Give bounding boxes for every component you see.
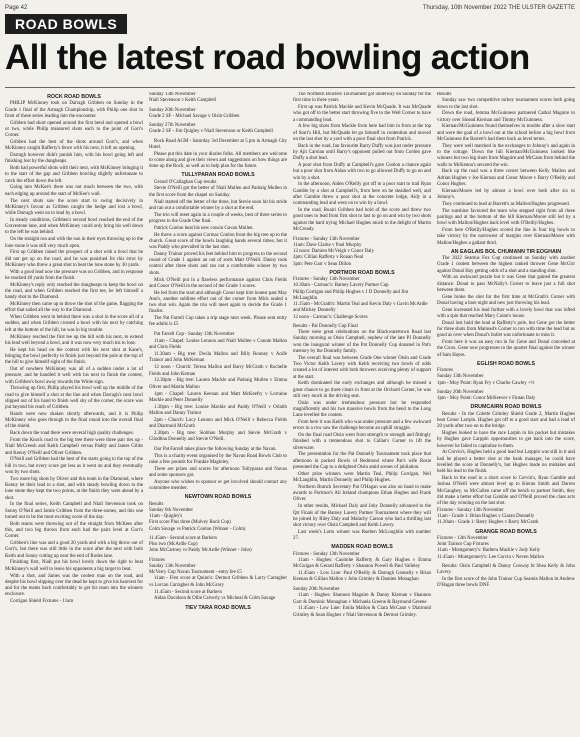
article-paragraph: At Corvin's, Hughes held a good lead but Larppin was still in it and had he played a better shot at the bank manager, he could have levelled the score at Donnelly's, but Hughes made no mistakes and held his lead to the finish. <box>437 450 575 475</box>
article-paragraph: Our Pat Farrell takes place the following Sunday at the Navan. <box>154 446 277 452</box>
fixture-line: 11.30am - Grade 1: Barry Hughes v Barry McGrath <box>437 520 539 526</box>
article-paragraph: Gene increased his lead further with a lovely bowl that was lofted with a spin that reached Mary Cuinn's house. <box>437 307 575 320</box>
article-paragraph: Results - In the Colette Grimley Shield Grade 2, Martin Hughes beat Conor Larrpin. Hughes got off to a good start and had a lead of 20 yards after two on to the bridge. <box>437 411 575 430</box>
fixture-line: Sunday 20th November <box>293 587 340 593</box>
headline-divider <box>5 87 575 88</box>
article-paragraph: Going into McKee's there was not much between the two, with each edging up around the start of McKee's wall. <box>5 185 143 197</box>
club-heading: TIEV TARA ROAD BOWLS <box>185 604 251 611</box>
article-paragraph: Gribben had the best of the shots around Gorr's, and when McKinney caught Rafferty's fence with his next, it left an opening. <box>5 139 143 152</box>
fixture-line: First score Plus three (Mulvey Rock Cup) <box>149 520 231 526</box>
fixture-line: 11am - Montgomery's: Barbera Mackle v Jody Kelly <box>437 548 541 554</box>
publication-date: Thursday, 10th November 2022 THE ULSTER GAZETTE <box>422 5 575 11</box>
fixture-line: Sunday 6th November <box>149 507 194 513</box>
article-paragraph: Results: Oisin Campbell & Danny Conway bt Shea Kelly & John Lavery. <box>437 563 575 576</box>
article-paragraph: Back in the road, fan favourite Barry Duffy was just under pressure by Ajit Carolan until Barry's opponent pulled out from Corden gave Duffy a shot lead. <box>293 143 431 162</box>
club-heading: EGLISH ROAD BOWLS <box>477 360 535 367</box>
article-paragraph: In steady conditions, Gribben's second bowl reached the end of the Gravestone lane, and when McKinney could only bring his well down to the left he was behind. <box>5 217 143 236</box>
fixture-line: Grade 2 SF - Michael Savage v Oisin Gribben <box>149 113 240 119</box>
article-paragraph: The Pat Farrell Cup takes a trip stage next week. Please sent entry fee adults is £5 <box>149 316 287 328</box>
article-paragraph: When Gribben went in behind there was a shot in the score all of a sudden, and when Gribben crossed a bowl with his next by catching left at the bottom of the hill, he was in big trouble. <box>5 315 143 333</box>
article-paragraph: Keith dominated the early exchanges and although he missed a great chance to go three clears in front at the Orchard Corner, he was still very much in the driving seat. <box>293 381 431 399</box>
article-paragraph: Northern Branch Secretary Pat O'Hagan was also on hand to make awards to Portmor's All Ireland champions Ethan Hughes and Frank Oliver. <box>293 484 431 503</box>
article-paragraph: In the final series, Keith Campbell and Niall Stevenson took on Sonny O'Neill and Jamie Gribben from the three-somes, and this one turned out to be the most exciting score of the day. <box>5 502 143 520</box>
article-paragraph: Donal lost hold the lead at Rafferty's pole, but Gene got the better for three shots from Mairead's Corner to run with time the lead but as good as over when Donal's bullet was unfortunate to miss it. <box>437 320 575 339</box>
article-paragraph: Both had powerful shots with their next, with McKinney bringing it to the start of the gap and Gribben bowling slightly unfortunate to catch the effort down the left. <box>5 166 143 184</box>
article-paragraph: With a shot, and James was the coolest man on the road, and despite his bowl slipping over the dead he kept to give his heaviest for and for the teams back comfortably to get his team into the winners enclosure. <box>5 573 143 598</box>
article-paragraph: Gribben's line was and a good 20 yards and with a big throw out of Gorr's, but there was still little in the score after the next with both Keith and Sonny cutting up near the end of Rodes lane. <box>5 541 143 559</box>
article-paragraph: McKinney then came up to throw the shot of the game, flagging the effort that sailed all the way to the Diamond. <box>5 302 143 314</box>
article-paragraph: McKinney's reply only reached the dungheaps to keep the bowl on the road, and when Gribben reached the first tee, he left himself a handy shot to the Diamond. <box>5 282 143 301</box>
fixture-line: McVerry Cup Navan Tournament - entry fee £5 <box>149 570 242 576</box>
fixture-line: Fixtures - Sunday 13th November <box>293 236 360 242</box>
article-paragraph: In the first score of the John Trainor Cup Seamie Mallon bt Andrew O'Hagan three bowls DNF. <box>437 576 575 589</box>
article-paragraph: With a good lead now the pressure was on Gribben, and in response he reached 40 yards from the finish. <box>5 269 143 281</box>
page-header-bar <box>5 4 575 12</box>
article-paragraph: Rock Road AGM - Saturday 3rd December at 5 pm in Armagh City Hotel. <box>149 138 287 150</box>
article-paragraph: 11.45am - Low Line: Paul O'Reilly & Darragh Gennelly v Brian Keenan & Gillian Mallon v John Grimley & Damien Monaghan <box>293 570 431 583</box>
article-paragraph: 11am - Chapel: Louise Lennon and Niall Mullen v Connie Mallon and Chris Fields <box>149 339 287 351</box>
article-paragraph: On the final road Oisin went from strength to strength and fittingly finished with a tremendous shot to Callan's Corner to lift the silverware. <box>293 433 431 451</box>
article-paragraph: They continued to lead at Barrett's as Mallon/Hughes progressed. <box>442 201 570 207</box>
fixture-line: 11.45am - Second score at Barkers <box>149 535 217 541</box>
fixture-line: Grade 2 SF - Jim Quigley v Niall Stevenson or Keith Campbell <box>149 129 274 135</box>
club-heading: AN EAGLAIS BOL CHUMANN TIR EOGHAIN <box>450 248 562 255</box>
fixture-line: Results <box>149 501 164 507</box>
article-paragraph: Hands were now shaken shortly afterwards, and it is Philip McKinney who goes through to the final round into the overall final of the shield. <box>5 411 143 430</box>
fixture-line: 12 noon - Carmac's: Challenge Scores <box>293 314 368 320</box>
article-paragraph: First up was Patrick Mackle and Kevin McQuade. It was McQuade who got off to the better start throwing five to the Well Corner to have a commanding lead. <box>293 105 431 123</box>
fixture-line: John McCartney vs Paddy McArdle (Winner - John) <box>149 548 252 554</box>
article-paragraph: Gene broke the shot for the first time at McGrath's Corner with Donal having a bare night and new just throwing his lead. <box>437 294 575 306</box>
article-paragraph: Back up the road was a three corner between Kelly Mallon and Adrian Hughes v Joe Kiernan and Conor Moore v Barry O'Reilly and Conor Hughes. <box>437 169 575 187</box>
article-paragraph: Kiernan/McGuinness found themselves in trouble after a slow start and were the goal of a bowl out at the school before a big bowl from McGuinness the Barrett's had them back as level terms. <box>437 124 575 142</box>
article-paragraph: Last week's Lotto winner was Rueben McLoughlin with number 27. <box>293 529 431 542</box>
fixture-line: Colm Savage vs Patrick Conlon (Winner - Colm) <box>149 526 246 532</box>
article-paragraph: Please put this date in your diaries folks. All members are welcome to come along and give their views and suggestions on how things are done up the Rock, as well as to help plan for the future. <box>149 151 287 170</box>
fixture-line: Sunday 27th November <box>149 123 196 128</box>
article-paragraph: 11.45am - Second score at Barkers <box>154 589 222 595</box>
article-paragraph: Back in the road in a short score to Corvin's, Ryan Gamble and Joshua O'Neill were almost level up to Kieran Smith and Darren McGaughey, so McCullen came off the bench to partner Smith, they did make a better effort but Gamble and O'Neill proved the class acts of the day winning on the last shot. <box>437 476 575 506</box>
article-paragraph: McKinney reached the first tee up the hill with his next, to extend his lead well beyond a bowl, and it was now very much his to lose. <box>5 334 143 346</box>
article-paragraph: In the afternoon, Aiden O'Reilly got off to a poor start to trail Ryan Gamble by a shot at Campbell's, from here on he steadied well, and after Gamble threw a poor shot at the concrete lodge, Aidy in a commanding lead and went on to win by a bowl. <box>293 182 431 207</box>
article-paragraph: Stevie O'Neill got the better of Niall Mullen and Padraig Mullen in the first score from the chapel on Sunday. <box>149 186 287 198</box>
article-paragraph: Two more big shots by Oliver and this team in the Diamond, where Kenny let their lead to a shot, and with steady bowling down to the lone stone they kept the two points, at the finish they were ahead by a shot. <box>5 476 143 501</box>
club-heading: NEWTOWN ROAD BOWLS <box>184 494 252 501</box>
article-paragraph: 12 noon - Church: Teresa Mallon and Barry McGrath v Rochelle Fields and John Kernan <box>149 365 287 377</box>
fixture-line: 11am: Dave Clarke v Paul Murphy <box>293 242 362 248</box>
article-paragraph: First up Gribben raised the prospect of a shot with a bowl that he did not get up on the road, and he was punished for this error by McKinney who threw a great shot to beat the lone stone by 30 yards. <box>5 250 143 268</box>
article-paragraph: Finishing first, Niall put his bowl lovely down the right to beat McKinney's wall well to leave his opponents a big target to beat. <box>5 560 143 572</box>
article-paragraph: Gerard O'Callaghan Cup results <box>154 179 217 185</box>
article-paragraph: Gribben had short opened around the first bend and opened a bowl or two, while Philip measured shots each to the point of Gorr's Corner. <box>5 120 143 139</box>
article-paragraph: Anyone who wishes to sponsor or get involved should contact any committee member. <box>149 479 287 492</box>
article-paragraph: Out of nowhere McKinney was all of a sudden under a lot of pressure, and he handled it well with his next to finish the contest, with Gribben's bowl away towards the White sign. <box>5 367 143 385</box>
fixture-line: Fixtures - Sunday 13th November <box>437 507 504 513</box>
article-paragraph: The trio will meet again in a couple of weeks, best of three series to progress to the Grade One final. <box>149 212 287 224</box>
section-label: ROAD BOWLS <box>5 14 127 34</box>
fixture-line: 11.45am - Montgomery's: Lee Corvin v Neven Mallon <box>437 554 544 560</box>
article-paragraph: The Northern Bowlers Tournament got underway on Sunday for the first time in three years. <box>293 92 431 104</box>
article-paragraph: A poor shot from Duffy at Campbell's gave Conlon a chance again but a poor shot from Aidan with two to go allowed Duffy to go on and win by a shot. <box>293 163 431 181</box>
fixture-line: 11.15am - McGrath's: Martin Teal and Kevin Daly v Gavin McArdle and Mickey Donnelly <box>293 302 428 314</box>
fixture-line: 2pm: Cillian Rafferty v Ronan Neal <box>293 255 364 261</box>
article-paragraph: They were well matched in the exchanges to Johnny's and again in to the cottage. Down the hill Kiernan/McGuinness looked like winners but two big shots from Maguire and McCann from behind the walls to McKenna's secured the win. <box>437 143 575 168</box>
article-paragraph: Darragh however didn't punish him, with his bowl going left and finishing lost by the dungheaps. <box>5 153 143 165</box>
fixture-line: Joint Trainor Cup Fixtures <box>437 542 489 548</box>
article-paragraph: From here it was Keith who was under pressure and a few awkward errors in a row saw the challenge become an uphill struggle. <box>293 420 431 432</box>
article-paragraph: He threw a score against Cormac Conlon from the big tree up to the church. Great score of the bowls laughing hands several times, but it was Paddy who prevailed in the last shot. <box>149 232 287 251</box>
club-heading: ROCK ROAD BOWLS <box>47 94 101 100</box>
article-paragraph: He kept his head on the contest with his next shot at Kane's, bringing the bowl perfectly to finish just beyond the pole at the top of the hill to give himself sight of the finish. <box>5 347 143 366</box>
article-paragraph: With an awkward puzzle but it was Gene that gained the greatest distance. Donal to pass McNally's Corner to leave just a full shot between them. <box>437 275 575 293</box>
article-paragraph: 11am - Hughes: Shannon Maguire & Danny Kiernan v Shannon Garr & Dominic Monaghan v Michaela Greene & Raymond Greene <box>293 593 431 605</box>
article-paragraph: Oisin was under tremendous pressure but he responded magnificently and his two massive bowls from the bend to the Long Lane levelled the contest. <box>293 400 431 419</box>
article-paragraph: Kiernan/Moore led by almost a bowl over both after six to Johnny's. <box>437 188 575 200</box>
article-columns <box>5 92 575 732</box>
fixture-line: 11am - Grade 1: Brian Hughes v Ciaran Donnelly <box>437 514 535 520</box>
fixture-line: 1pm - Moy Point: Ryan Fry v Charlie Cawley +½ <box>437 380 535 386</box>
article-paragraph: 12.30pm - Big tree: Lauren Mackle and Padraig Mullen v Emma Oliver and Martin Mallon <box>149 378 287 390</box>
article-paragraph: This is a charity event organised by the Navan Road Bowls Club to raise a few pounds for Frankie Maginley. <box>149 453 287 465</box>
club-heading: GRANGE ROAD BOWLS <box>475 528 537 535</box>
article-paragraph: There are prizes and scores for afternoon Tullyparan and Navan and some sponsors got. <box>149 466 287 479</box>
article-paragraph: There were great celebrations on the Blackwatertown Road last Sunday morning as Oisin Campbell, nephew of the late PJ Donnelly won the inaugural winner of the Pat Donnelly Cup donated in Pat's memory by the Donnelly family. <box>293 330 431 354</box>
fixture-line: 10.30am - Carmac's: Barney Lavery Partner Cup <box>293 283 389 289</box>
article-paragraph: O'Neill and Gribben had the best of the starts going to the top of the hill in two, but every score got less as it went on and they eventually won by two shots. <box>5 457 143 475</box>
article-paragraph: The next shots saw the score start to swing decisively in McKinney's favour as Gribben caught the hedge and lost a bowl, while Darragh went on to lead by a bowl. <box>5 198 143 217</box>
article-paragraph: From here O'Reilly/Hughes scored the line in four big bowls to take victory by the narrowest of margins over Kiernan/Moore with Mallon/Hughes a gallant third. <box>437 228 575 246</box>
article-paragraph: From here it was an easy run in for Gene and Donal conceded at the Cross. Gene now progresses to the quarter final against the winner of Sam Hayes. <box>437 340 575 358</box>
fixture-line: Fixtures - Sunday 13th November <box>293 277 360 283</box>
fixture-line: Fixtures <box>149 557 166 563</box>
fixture-line: Niall Stevenson v Keith Campbell <box>149 98 217 104</box>
fixture-line: Plus two (McArdle Cup) <box>149 542 198 548</box>
fixture-line: 12 noon: Damien McVeigh v Conor Daly <box>293 249 374 255</box>
article-paragraph: PHILIP McKinney took on Darragh Gribben on Sunday in the Grade 1 final of the Armagh Championship, with Philip one shot in front of these series leading into the encounter. <box>5 101 143 119</box>
fixture-line: Philip Corrigan and Philip Hughes v J D Donnelly and Jim McLaughlin <box>293 289 409 301</box>
article-paragraph: The overall final was between Grade One winner Oisin and Grade Two Victor Keith Lavery with Keith receiving two bowls of odds created a lot of interest with both throwers receiving plenty of support at the start. <box>293 355 431 380</box>
headline: All the latest road bowling action <box>5 38 530 77</box>
article-column-1 <box>5 92 143 732</box>
club-heading: PORTMOR ROAD BOWLS <box>329 269 395 276</box>
page-number: Page 42 <box>5 5 28 11</box>
fixture-line: 1pm - Moy Point: Conor McKeever v Fintan Daly <box>437 396 536 402</box>
article-paragraph: Throwing up first, Philip played his bowl well up the middle of the road to give himself a shot at the line and when Darragh's next bowl slipped out of his hand to finish well shy of the corner, the score was put beyond his reach of Gribben. <box>5 386 143 411</box>
article-paragraph: 11.45am - Low Line: Emila Mallon & Ciara McCann v Diarmuid Grimley & Sean Hughes v Niall Stevenson & Dermot Grimley. <box>293 606 431 618</box>
fixture-line: Fixtures - Sunday 13th November <box>293 551 360 557</box>
article-paragraph: 1.30pm - Big tree: Louise Mackle and Paddy O'Neill v Orlaith Mallon and Danny Trainor <box>149 404 287 416</box>
article-paragraph: He led from the start and although Conor kept him honest past May Ann's, another sublime effort out of the corner from Mick sealed a two shot win. Again the trio will meet again to decide the Grade 1 finalist. <box>149 290 287 315</box>
article-column-2 <box>149 92 287 732</box>
article-paragraph: Mick O'Neill put in a flawless performance against Chris Fields and Conor O'Neill in the second of the Grade 1 scores. <box>149 277 287 289</box>
article-paragraph: Aidan Davidson & Ollie Calverly vs Micheal & Colm Savage <box>154 596 276 602</box>
article-paragraph: Hughes looked to have the race Larpin in his pocket but mistakes by Hughes gave Larppin opportunities to get back into the score, however he failed to capitalise in them. <box>437 431 575 449</box>
fixture-line: Sunday 13th November <box>149 92 196 97</box>
article-paragraph: Other prize winners were Martin Teal, Philip Corrigan, Neil McLaughlin, Martin Donnelly and Philip Hughes. <box>293 471 431 484</box>
article-column-4 <box>437 92 575 732</box>
article-paragraph: Patrick Conlon beat his new cousin Gavan Mullen. <box>154 225 254 231</box>
article-paragraph: Corrigan Shield Fixtures - 11am <box>10 599 74 605</box>
article-paragraph: Sunday saw two competitive turkey tournament scores both going down to the last shot. <box>437 98 575 110</box>
fixture-line: Results - Pat Donnelly Cup Final <box>293 323 358 329</box>
article-paragraph: In the road, Ruairi Gribben had hold of the score and threw two good ones to lead from first shot to last to go on and win by two shots against the hard trying Michael Hughes much to the delight of Martin McCready. <box>293 208 431 232</box>
fixture-line: 3pm: Pete Garr v Sean Dillon <box>293 261 351 267</box>
article-paragraph: 11am - Hughes: Caoimhe Rafferty & Gary Hughes v Emma McGuigan & Gerard Rafferty v Shannon Powell & Paul Valleley <box>293 557 431 570</box>
fixture-line: 11am - Quigley's <box>149 514 183 520</box>
article-paragraph: From the Knock road to the big tree there were three pair ties up - Niall McCreesh and Keith Campbell versus Paddy and James Gibbs and Kenny O'Neill and Oliver Gribben. <box>5 438 143 456</box>
article-paragraph: 11am - First score at Quinn's: Dermot Gribben & Larry Carragher vs Lorcan Carragher & John McGrory <box>149 576 287 588</box>
fixture-line: Sunday 20th November <box>437 389 484 395</box>
article-paragraph: Back down the road there were several high quality challenges. <box>10 431 134 437</box>
fixture-line: Sunday 13th November <box>149 563 196 569</box>
article-paragraph: 2pm - Church: Lucy Lennon and Mick O'Neill v Rebecca Fields and Diarmuid McGrath <box>149 417 287 429</box>
club-heading: DRUMCAIRN ROAD BOWLS <box>470 404 542 411</box>
article-paragraph: Danny Trainor proved his feet behind him to progress to the second round of Grade 1 against an out of sorts Matt O'Neill. Danny took control after three shots and ran out a comfortable winner by two shots. <box>149 251 287 276</box>
article-paragraph: The 2022 Seamus Fox Cup continued on Sunday with another Grade 1 contest between the highest ranked thrower Gene McGirr against Donal Hay getting odds of a shot and a standing shot. <box>437 256 575 274</box>
fixture-line: Sunday 13th November <box>437 374 484 380</box>
article-paragraph: On the straight run and with the sun in their eyes throwing up to the lone stone it was still very much open. <box>5 237 143 249</box>
article-paragraph: A few big shots from Mackle from here had him in front at the top of Starr's Hill, but McQuade let go himself in contention and moved on the last shot by a yard with a poor final shot from Patrick. <box>293 124 431 142</box>
article-paragraph: Both teams were throwing out of the straight from McKees after this, and two big throws from each had the pairs level at Gorr's Corner. <box>5 521 143 540</box>
article-paragraph: Down the road, Jemma McGuinness partnered Cathal Maguire to victory over Sinead Kiernan and Timmy McGuinness. <box>437 111 575 123</box>
fixture-line: Fixtures - 13th November <box>437 535 488 541</box>
article-paragraph: 11.30am - Big tree: Dwila Mallon and Billy Rooney v Aoife Trainor and John McKernan <box>149 352 287 364</box>
article-paragraph: Pat Farrell Cup - Sunday 13th November <box>154 332 235 338</box>
article-paragraph: The presentation for the Pat Donnelly Tournament took place that afternoon in packed Bowls of Redmond where Pat's wife Rosie presented the Cup to a delighted Oisin amid scenes of jubilation. <box>293 452 431 470</box>
article-paragraph: The sunshine favoured the team who stepped right from all three pairings and at the bottom of the hill Kiernan/Moore still led by a bowl with Mallon/Hughes back level with O'Reilly/Hughes. <box>437 208 575 227</box>
fixture-line: Sunday 20th November <box>149 107 196 113</box>
article-column-3 <box>293 92 431 732</box>
article-paragraph: In other results, Michael Daly and Joby Donnelly advanced to the Qtr Finals of the Barney Lavery Partner Tournament where they will be joined by Riley Daly and Malachy Carson who had a thrilling last shot victory over Oisin Campbell and Keith Lavery. <box>293 504 431 528</box>
club-heading: TULLYPARAN ROAD BOWLS <box>181 172 255 179</box>
fixture-line: Fixtures <box>437 368 454 374</box>
fixture-line: Results <box>437 92 452 97</box>
article-paragraph: 2.30pm - Big tree: Siobhan Murphy and Stevie McGrath v Cliodhna Donnelly and Stevie O'Neill. <box>149 430 287 443</box>
club-heading: MADDEN ROAD BOWLS <box>331 544 393 551</box>
article-paragraph: Niall started off the better of the three, but Stevie soon hit his stride and ran out a comfortable winner by a shot at the end. <box>149 199 287 211</box>
article-paragraph: 1pm - Chapel: Lauren Keenan and Matt McKeefry v Lorraine Mackle and Peter Donnelly <box>149 391 287 403</box>
